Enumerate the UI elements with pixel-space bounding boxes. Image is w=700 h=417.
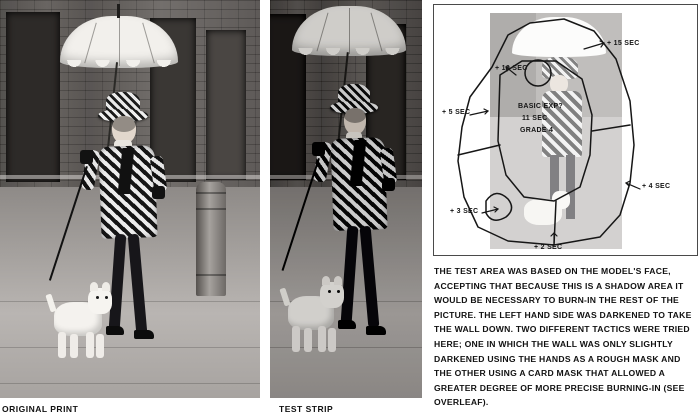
- dog-lead: [49, 166, 88, 281]
- glove-right: [382, 178, 395, 191]
- label-15sec: + 15 SEC: [607, 40, 640, 47]
- label-10sec: + 10 SEC: [495, 65, 528, 72]
- glove-left: [80, 150, 93, 164]
- original-print-photo: [0, 0, 260, 398]
- label-4sec: + 4 SEC: [642, 183, 671, 190]
- label-2sec: + 2 SEC: [534, 244, 563, 251]
- label-grade: GRADE 4: [520, 127, 554, 134]
- leg-right: [360, 226, 380, 329]
- test-strip-photo: [270, 0, 422, 398]
- caption-test-strip: TEST STRIP: [279, 404, 334, 414]
- dog: [44, 282, 116, 362]
- caption-original-print: ORIGINAL PRINT: [2, 404, 79, 414]
- shoe-right: [366, 326, 386, 335]
- umbrella: [60, 16, 178, 68]
- label-11sec: 11 SEC: [522, 115, 548, 122]
- umbrella: [292, 6, 406, 56]
- explanatory-paragraph: [434, 264, 692, 410]
- photo-scene: [270, 0, 422, 398]
- dog: [278, 276, 350, 356]
- umbrella-tip: [117, 4, 120, 18]
- leg-right: [128, 234, 148, 335]
- label-5sec: + 5 SEC: [442, 109, 471, 116]
- glove-left: [312, 142, 325, 156]
- model-figure: [0, 0, 260, 398]
- label-3sec: + 3 SEC: [450, 208, 479, 215]
- glove-right: [152, 186, 165, 199]
- shoe-right: [134, 330, 154, 339]
- burning-in-diagram: [433, 4, 698, 256]
- diagram-annotations: [434, 5, 697, 255]
- paragraph-text: THE TEST AREA WAS BASED ON THE MODEL'S FACE, ACCEPTING THAT BECAUSE THIS IS A SHADOW AREA IT WOULD BE NECESSARY TO BURN-IN THE REST OF THE PICTURE. THE LEFT HAND SIDE WAS DARKENED TO TAKE THE WALL DOWN. TWO DIFFERENT TACTICS WERE TRIED HERE; ONE IN WHICH THE WALL WAS ONLY SLIGHTLY DARKENED USING THE HANDS AS A ROUGH MASK AND THE OTHER USING A CARD MASK THAT ALLOWED A GREATER DEGREE OF MORE PRECISE BURNING-IN (SEE OVERLEAF).: [434, 266, 692, 408]
- photo-scene: [0, 0, 260, 398]
- dog-lead: [282, 158, 320, 271]
- label-basic-exposure: BASIC EXP?: [518, 103, 564, 110]
